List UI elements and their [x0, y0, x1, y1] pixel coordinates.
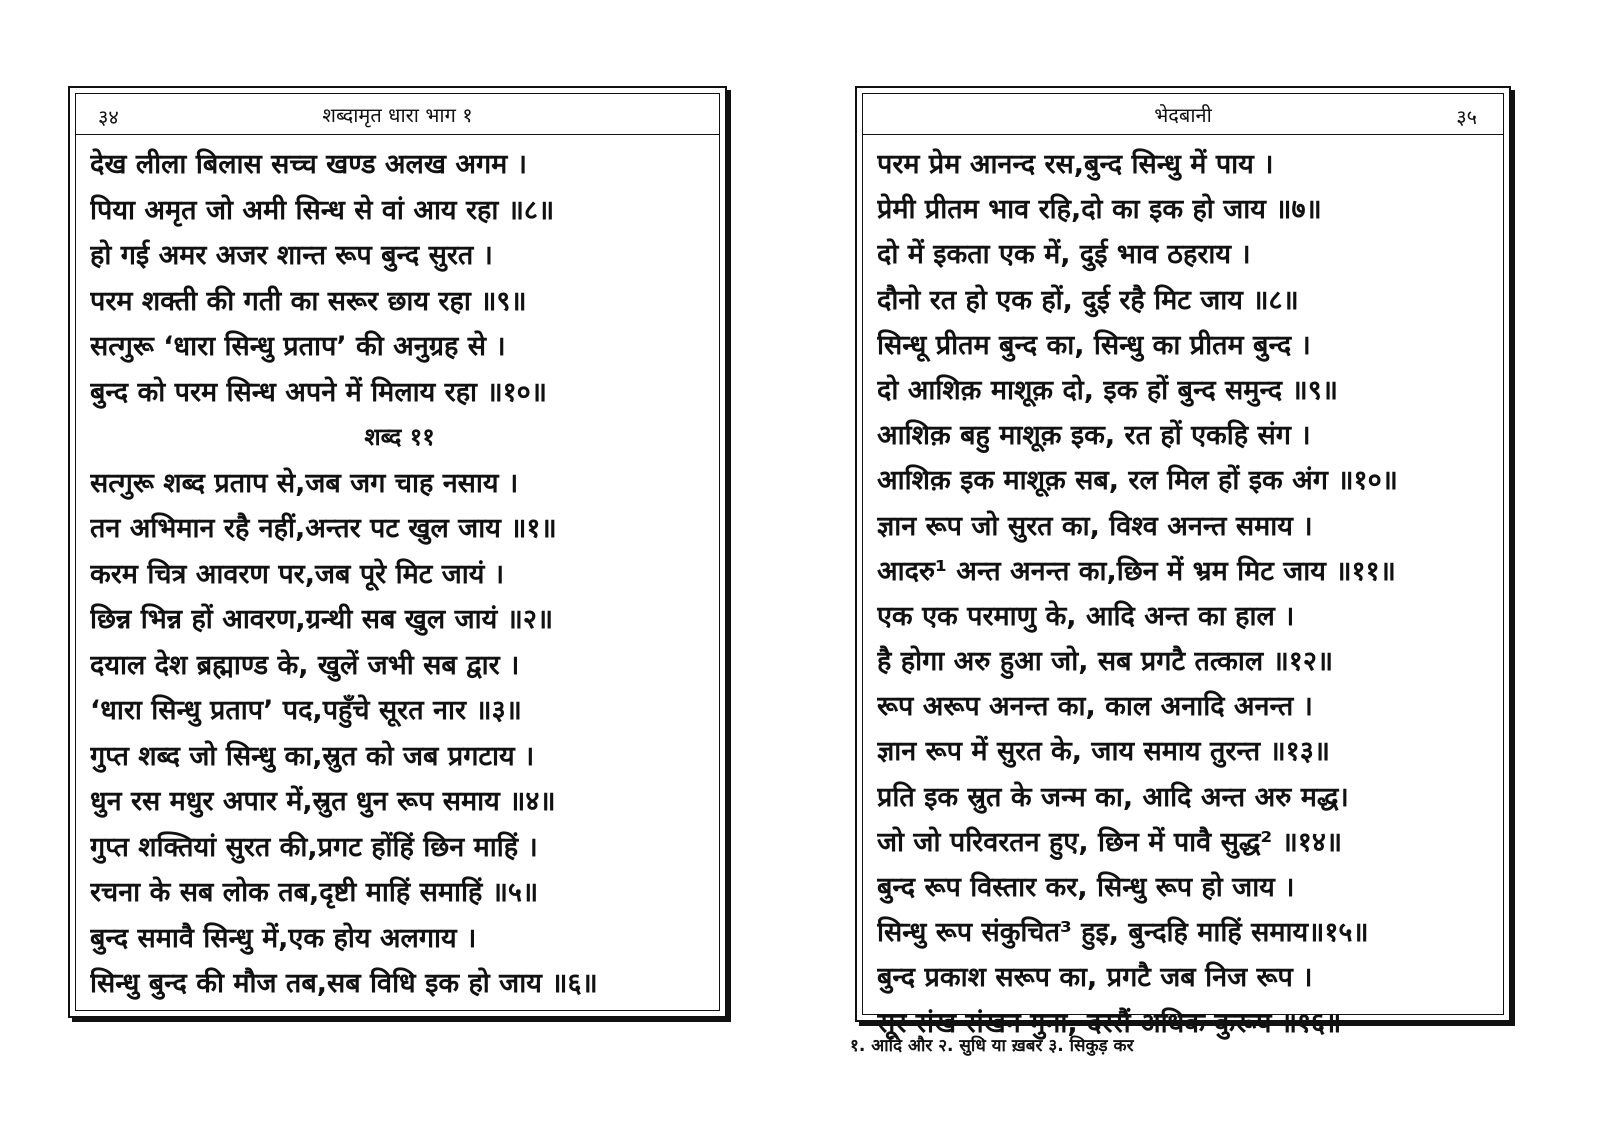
verse-line: आशिक़ इक माशूक़ सब, रल मिल हों इक अंग ॥१०॥: [877, 465, 1398, 497]
verse-line: देख लीला बिलास सच्च खण्ड अलख अगम ।: [90, 149, 527, 180]
verse-line: सूर संख संखन गुना, दरसैं अधिक कुरूप ॥१६॥: [877, 1007, 1342, 1039]
verse-line: छिन्न भिन्न हों आवरण,ग्रन्थी सब खुल जायं ॥२॥: [90, 604, 554, 635]
footnotes: १. आदि और २. सुधि या ख़बर ३. सिकुड़ कर: [850, 1036, 1134, 1056]
right-page-text: [877, 142, 1493, 1046]
verse-line: जो जो परिवरतन हुए, छिन में पावै सुद्ध² ॥१४॥: [877, 826, 1343, 858]
verse-line: रूप अरूप अनन्त का, काल अनादि अनन्त ।: [877, 691, 1313, 723]
verse-line: आदरु¹ अन्त अनन्त का,छिन में भ्रम मिट जाय ॥११॥: [877, 555, 1396, 587]
verse-line: दयाल देश ब्रह्माण्ड के, खुलें जभी सब द्वार ।: [90, 649, 520, 681]
verse-line: गुप्त शक्तियां सुरत की,प्रगट होंहिं छिन माहिं ।: [90, 831, 538, 863]
left-page-number: ३४: [98, 105, 119, 129]
verse-line: दो आशिक़ माशूक़ दो, इक हों बुन्द समुन्द ॥९॥: [877, 374, 1338, 406]
verse-line: परम प्रेम आनन्द रस,बुन्द सिन्धु में पाय ।: [877, 149, 1274, 180]
verse-line: रचना के सब लोक तब,दृष्टी माहिं समाहिं ॥५॥: [90, 877, 539, 908]
verse-line: सिन्धू प्रीतम बुन्द का, सिन्धु का प्रीतम बुन्द ।: [877, 329, 1311, 361]
verse-line: परम शक्ती की गती का सरूर छाय रहा ॥९॥: [90, 285, 527, 317]
verse-line: सत्गुरू ‘धारा सिन्धु प्रताप’ की अनुग्रह से ।: [90, 331, 506, 362]
verse-line: प्रेमी प्रीतम भाव रहि,दो का इक हो जाय ॥७॥: [877, 194, 1322, 226]
verse-line: एक एक परमाणु के, आदि अन्त का हाल ।: [877, 600, 1295, 632]
right-page-header: [863, 94, 1503, 135]
verse-line: दौनो रत हो एक हों, दुई रहै मिट जाय ॥८॥: [877, 284, 1299, 316]
verse-line: गुप्त शब्द जो सिन्धु का,स्रुत को जब प्रगटाय ।: [90, 740, 535, 772]
verse-line: हो गई अमर अजर शान्त रूप बुन्द सुरत ।: [90, 240, 493, 271]
verse-line: है होगा अरु हुआ जो, सब प्रगटै तत्काल ॥१२॥: [877, 646, 1334, 678]
section-heading: शब्द ११: [364, 423, 435, 451]
verse-line: ज्ञान रूप जो सुरत का, विश्व अनन्त समाय ।: [877, 510, 1313, 542]
left-page-title: शब्दामृत धारा भाग १: [322, 103, 473, 127]
right-page: [855, 86, 1511, 1039]
verse-line: सिन्धु बुन्द की मौज तब,सब विधि इक हो जाय ॥६॥: [90, 968, 598, 999]
right-page-title: भेदबानी: [1154, 103, 1212, 127]
verse-line: बुन्द को परम सिन्ध अपने में मिलाय रहा ॥१०॥: [90, 376, 547, 408]
right-page-inner-border: [862, 93, 1504, 1039]
verse-line: धुन रस मधुर अपार में,स्रुत धुन रूप समाय ॥४॥: [90, 786, 556, 817]
verse-line: ‘धारा सिन्धु प्रताप’ पद,पहुँचे सूरत नार ॥३॥: [90, 695, 522, 726]
verse-line: बुन्द रूप विस्तार कर, सिन्धु रूप हो जाय ।: [877, 872, 1295, 903]
verse-line: दो में इकता एक में, दुई भाव ठहराय ।: [877, 239, 1251, 271]
verse-line: बुन्द समावै सिन्धु में,एक होय अलगाय ।: [90, 922, 477, 954]
verse-line: आशिक़ बहु माशूक़ इक, रत हों एकहि संग ।: [877, 420, 1311, 452]
left-page: [68, 86, 727, 1018]
verse-line: सिन्धु रूप संकुचित³ हुइ, बुन्दहि माहिं समाय॥१५॥: [877, 917, 1369, 949]
verse-line: प्रति इक स्रुत के जन्म का, आदि अन्त अरु मद्ध।: [877, 781, 1349, 813]
left-page-text: [90, 142, 709, 1007]
verse-line: पिया अमृत जो अमी सिन्ध से वां आय रहा ॥८॥: [90, 194, 555, 226]
left-page-header: [76, 94, 719, 135]
verse-line: तन अभिमान रहै नहीं,अन्तर पट खुल जाय ॥१॥: [90, 513, 557, 544]
verse-line: ज्ञान रूप में सुरत के, जाय समाय तुरन्त ॥१३॥: [877, 736, 1330, 768]
right-page-number: ३५: [1456, 105, 1477, 129]
verse-line: सत्गुरू शब्द प्रताप से,जब जग चाह नसाय ।: [90, 467, 519, 499]
verse-line: करम चित्र आवरण पर,जब पूरे मिट जायं ।: [90, 558, 505, 590]
verse-line: बुन्द प्रकाश सरूप का, प्रगटै जब निज रूप ।: [877, 962, 1313, 994]
left-page-inner-border: [75, 93, 720, 1011]
